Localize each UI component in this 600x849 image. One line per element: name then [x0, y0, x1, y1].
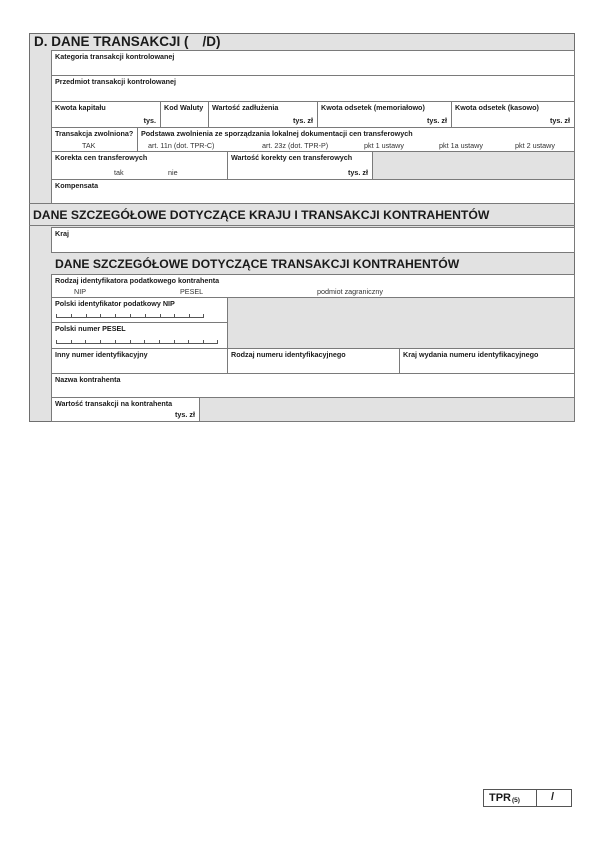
interest-cash-unit: tys. zł	[550, 116, 570, 125]
page-number: /	[551, 791, 555, 803]
compensation-label: Kompensata	[55, 181, 99, 190]
category-field[interactable]	[51, 50, 575, 76]
divider	[29, 203, 575, 204]
id-type-option-foreign[interactable]: podmiot zagraniczny	[317, 287, 383, 296]
debt-value-label: Wartość zadłużenia	[212, 103, 279, 112]
currency-code-field[interactable]	[160, 101, 209, 128]
debt-value-field[interactable]	[208, 101, 318, 128]
form-code-text: TPR	[489, 792, 511, 804]
country-label: Kraj	[55, 229, 69, 238]
nip-field[interactable]	[51, 297, 228, 323]
category-label: Kategoria transakcji kontrolowanej	[55, 52, 175, 61]
exemption-option-23z[interactable]: art. 23z (dot. TPR-P)	[262, 141, 329, 150]
transaction-value-field[interactable]	[51, 397, 200, 422]
exempt-label: Transakcja zwolniona?	[55, 129, 134, 138]
pesel-label: Polski numer PESEL	[55, 324, 126, 333]
exemption-basis-field	[137, 127, 575, 152]
exemption-option-pkt2[interactable]: pkt 2 ustawy	[515, 141, 555, 150]
capital-amount-field[interactable]	[51, 101, 161, 128]
tp-adjustment-option-nie[interactable]: nie	[168, 168, 178, 177]
nip-pesel-filler	[227, 297, 575, 349]
subject-field[interactable]	[51, 75, 575, 102]
tp-adjustment-filler	[372, 151, 575, 180]
tp-adjustment-option-tak[interactable]: tak	[114, 168, 124, 177]
counterparty-section-title: DANE SZCZEGÓŁOWE DOTYCZĄCE TRANSAKCJI KONTRAHENTÓW	[55, 257, 460, 271]
pesel-digit-grid	[56, 340, 218, 344]
nip-label: Polski identyfikator podatkowy NIP	[55, 299, 175, 308]
tp-adjustment-value-label: Wartość korekty cen transferowych	[231, 153, 353, 162]
form-page-marker	[483, 789, 572, 807]
transaction-value-filler	[199, 397, 575, 422]
section-d-title-suffix: /D)	[202, 34, 221, 49]
transaction-value-unit: tys. zł	[175, 410, 195, 419]
form-code	[489, 792, 520, 804]
divider	[536, 790, 537, 806]
interest-cash-label: Kwota odsetek (kasowo)	[455, 103, 539, 112]
capital-amount-unit: tys.	[143, 116, 156, 125]
debt-value-unit: tys. zł	[293, 116, 313, 125]
capital-amount-label: Kwota kapitału	[55, 103, 106, 112]
section-d-title-prefix: D. DANE TRANSAKCJI (	[34, 34, 189, 49]
id-issuing-country-field[interactable]	[399, 348, 575, 374]
exempt-option-tak[interactable]: TAK	[82, 141, 96, 150]
exemption-option-pkt1a[interactable]: pkt 1a ustawy	[439, 141, 483, 150]
id-issuing-country-label: Kraj wydania numeru identyfikacyjnego	[403, 350, 539, 359]
tp-adjustment-value-unit: tys. zł	[348, 168, 368, 177]
other-id-field[interactable]	[51, 348, 228, 374]
interest-accrual-field[interactable]	[317, 101, 452, 128]
nip-digit-grid	[56, 314, 204, 318]
divider	[29, 225, 575, 226]
id-number-type-field[interactable]	[227, 348, 400, 374]
pesel-field[interactable]	[51, 322, 228, 349]
exempt-field	[51, 127, 138, 152]
counterparty-name-label: Nazwa kontrahenta	[55, 375, 121, 384]
interest-cash-field[interactable]	[451, 101, 575, 128]
tp-adjustment-field	[51, 151, 228, 180]
id-type-option-pesel[interactable]: PESEL	[180, 287, 204, 296]
exemption-basis-label: Podstawa zwolnienia ze sporządzania lokalnej dokumentacji cen transferowych	[141, 129, 413, 138]
id-type-field	[51, 274, 575, 298]
id-type-option-nip[interactable]: NIP	[74, 287, 86, 296]
transaction-value-label: Wartość transakcji na kontrahenta	[55, 399, 173, 408]
country-section-title: DANE SZCZEGÓŁOWE DOTYCZĄCE KRAJU I TRANSAKCJI KONTRAHENTÓW	[33, 208, 490, 222]
interest-accrual-unit: tys. zł	[427, 116, 447, 125]
exemption-option-11n[interactable]: art. 11n (dot. TPR-C)	[148, 141, 215, 150]
section-d-title	[34, 34, 221, 49]
interest-accrual-label: Kwota odsetek (memoriałowo)	[321, 103, 425, 112]
other-id-label: Inny numer identyfikacyjny	[55, 350, 148, 359]
exemption-option-pkt1[interactable]: pkt 1 ustawy	[364, 141, 404, 150]
counterparty-name-field[interactable]	[51, 373, 575, 398]
form-version: (5)	[512, 797, 520, 804]
tp-adjustment-value-field[interactable]	[227, 151, 373, 180]
tp-adjustment-label: Korekta cen transferowych	[55, 153, 148, 162]
id-number-type-label: Rodzaj numeru identyfikacyjnego	[231, 350, 346, 359]
currency-code-label: Kod Waluty	[164, 103, 204, 112]
compensation-field[interactable]	[51, 179, 575, 204]
country-field[interactable]	[51, 227, 575, 253]
id-type-label: Rodzaj identyfikatora podatkowego kontrahenta	[55, 276, 220, 285]
subject-label: Przedmiot transakcji kontrolowanej	[55, 77, 177, 86]
